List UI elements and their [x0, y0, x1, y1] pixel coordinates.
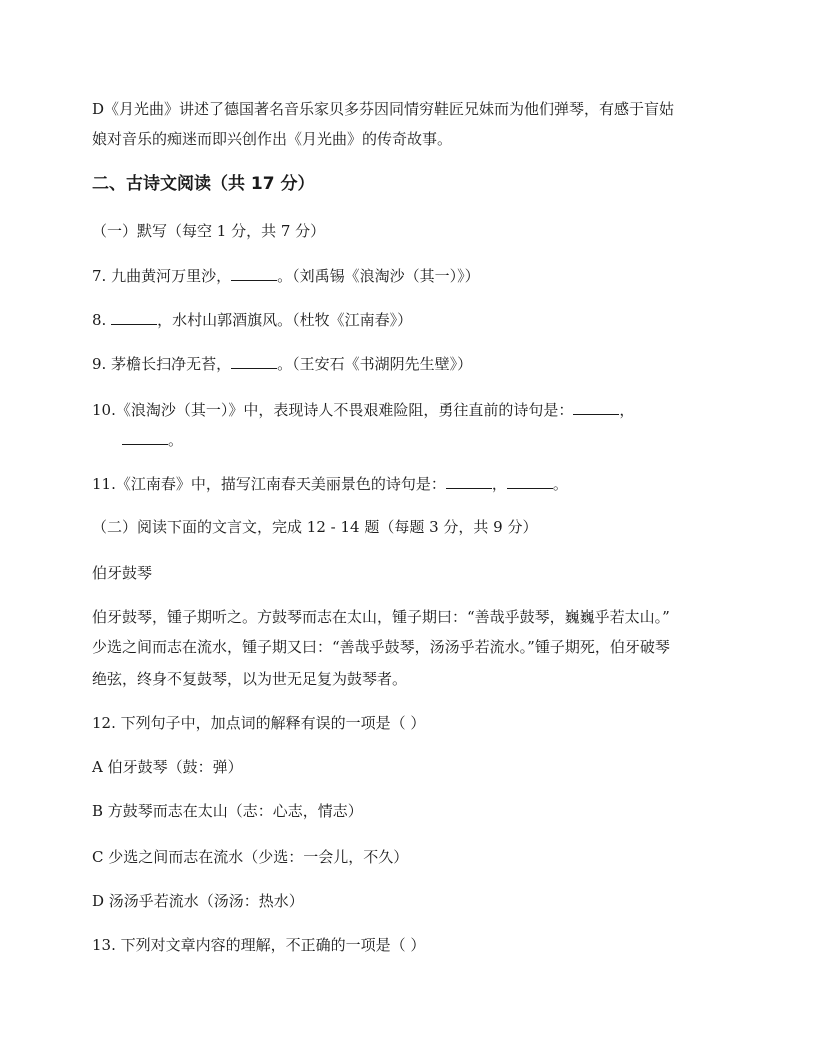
question-10-comma: ， — [619, 401, 635, 419]
question-11-blank-1[interactable] — [446, 472, 492, 489]
question-10-blank-2[interactable] — [122, 428, 168, 445]
question-12: 12. 下列句子中，加点词的解释有误的一项是（ ） — [92, 714, 426, 732]
question-12-option-b[interactable]: B 方鼓琴而志在太山（志：心志，情志） — [92, 802, 363, 820]
question-10-end: 。 — [168, 431, 184, 449]
question-7 — [92, 264, 480, 287]
question-13: 13. 下列对文章内容的理解，不正确的一项是（ ） — [92, 936, 426, 954]
question-11-comma: ， — [491, 475, 507, 493]
section2-heading: 二、古诗文阅读（共 17 分） — [92, 174, 315, 194]
question-11-end: 。 — [552, 475, 568, 493]
option-d-line2: 娘对音乐的痴迷而即兴创作出《月光曲》的传奇故事。 — [92, 130, 453, 148]
question-9-blank[interactable] — [231, 352, 277, 369]
question-7-text: 7. 九曲黄河万里沙， — [92, 267, 232, 285]
passage-title: 伯牙鼓琴 — [92, 564, 153, 582]
passage-line-3: 绝弦，终身不复鼓琴，以为世无足复为鼓琴者。 — [92, 670, 408, 688]
question-8-blank[interactable] — [111, 308, 157, 325]
question-11 — [92, 472, 568, 495]
passage-line-1: 伯牙鼓琴，锺子期听之。方鼓琴而志在太山，锺子期曰：“善哉乎鼓琴，巍巍乎若太山。” — [92, 608, 670, 626]
part1-title: （一）默写（每空 1 分，共 7 分） — [92, 222, 326, 240]
question-10-continued — [122, 428, 183, 451]
question-8-number: 8. — [92, 311, 112, 329]
question-9-source: 。（王安石《书湖阴先生壁》） — [277, 355, 473, 373]
question-9 — [92, 352, 472, 375]
question-7-blank[interactable] — [231, 264, 277, 281]
question-10-blank-1[interactable] — [573, 398, 619, 415]
question-12-option-d[interactable]: D 汤汤乎若流水（汤汤：热水） — [92, 892, 304, 910]
question-12-option-c[interactable]: C 少选之间而志在流水（少选：一会儿，不久） — [92, 848, 409, 866]
option-d-line1: D《月光曲》讲述了德国著名音乐家贝多芬因同情穷鞋匠兄妹而为他们弹琴，有感于盲姑 — [92, 100, 675, 118]
question-11-text: 11.《江南春》中，描写江南春天美丽景色的诗句是： — [92, 475, 446, 493]
passage-line-2: 少选之间而志在流水，锺子期又曰：“善哉乎鼓琴，汤汤乎若流水。”锺子期死，伯牙破琴 — [92, 638, 670, 656]
question-12-option-a[interactable]: A 伯牙鼓琴（鼓：弹） — [92, 758, 243, 776]
question-11-blank-2[interactable] — [507, 472, 553, 489]
question-10 — [92, 398, 634, 421]
question-10-text: 10.《浪淘沙（其一）》中，表现诗人不畏艰难险阻，勇往直前的诗句是： — [92, 401, 574, 419]
question-7-source: 。（刘禹锡《浪淘沙（其一）》） — [277, 267, 480, 285]
part2-title: （二）阅读下面的文言文，完成 12 - 14 题（每题 3 分，共 9 分） — [92, 518, 538, 536]
question-9-text: 9. 茅檐长扫净无苔， — [92, 355, 232, 373]
question-8 — [92, 308, 412, 331]
question-8-text: ，水村山郭酒旗风。（杜牧《江南春》） — [157, 311, 413, 329]
